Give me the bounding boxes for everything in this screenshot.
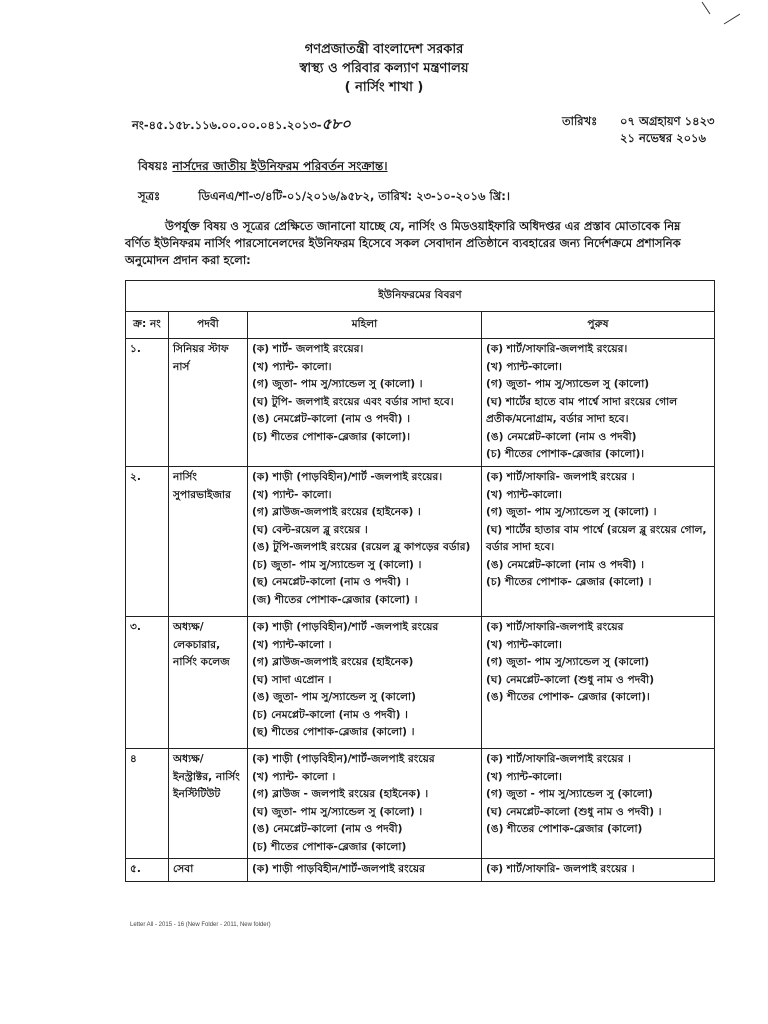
- uniform-item: (চ) শীতের পোশাক-ব্লেজার (কালো)।: [252, 430, 411, 443]
- male-uniform-list: [486, 341, 710, 464]
- uniform-item: (ঘ) শার্টের হাতে বাম পার্শ্বে সাদা রংয়ের গোল প্রতীক/মনোগ্রাম, বর্ডার সাদা হবে।: [486, 395, 678, 425]
- uniform-table: [125, 280, 715, 882]
- uniform-item: (ঘ) সাদা এপ্রোন ।: [252, 673, 332, 686]
- uniform-item: (চ) শীতের পোশাক-ব্লেজার (কালো)।: [486, 448, 645, 460]
- reference-line: [138, 188, 510, 207]
- ministry-name: স্বাস্থ্য ও পরিবার কল্যাণ মন্ত্রণালয়: [299, 61, 469, 76]
- serial-cell: ১.: [126, 339, 169, 467]
- date-english: ২১ নভেম্বর ২০১৬: [620, 131, 706, 145]
- uniform-item: (চ) নেমপ্লেট-কালো (নাম ও পদবী) ।: [252, 708, 408, 721]
- table-row: [126, 617, 715, 749]
- uniform-item: (ঙ) শীতের পোশাক- ব্লেজার (কালো)।: [486, 691, 650, 703]
- uniform-item: (খ) প্যান্ট-কালো ।: [252, 638, 332, 651]
- male-uniform-cell: [482, 467, 715, 617]
- header-post: পদবী: [169, 312, 248, 339]
- uniform-item: (খ) প্যান্ট-কালো।: [486, 770, 562, 783]
- uniform-item: (ক) শার্ট/সাফারি-জলপাই রংয়ের।: [486, 343, 628, 355]
- uniform-item: (ঙ) জুতা- পাম সু/স্যান্ডেল সু (কালো): [252, 691, 416, 703]
- serial-cell: ৫.: [126, 859, 169, 882]
- memo-number-text: নং-৪৫.১৫৮.১১৬.০০.০০.০৪১.২০১৩-: [132, 118, 322, 132]
- male-uniform-list: [486, 469, 710, 592]
- uniform-item: (ক) শার্ট/সাফারি-জলপাই রংয়ের ।: [486, 753, 631, 765]
- subject-line: [138, 158, 388, 178]
- table-row: [126, 467, 715, 617]
- post-cell: সেবা: [169, 859, 248, 882]
- scan-corner-mark: [700, 0, 740, 30]
- uniform-item: (ঘ) বেল্ট-রয়েল ব্লু রংয়ের ।: [252, 523, 368, 536]
- female-uniform-list: [252, 861, 477, 879]
- reference-value: ডিএনএ/শা-৩/৪টি-০১/২০১৬/৯৫৮২, তারিখ: ২৩-১০-২০১৬ খ্রি:।: [198, 189, 510, 203]
- post-cell: নার্সিং সুপারভাইজার: [169, 467, 248, 617]
- uniform-item: (ঙ) শীতের পোশাক-ব্লেজার (কালো): [486, 823, 643, 835]
- date-block: [562, 113, 715, 147]
- govt-name: গণপ্রজাতন্ত্রী বাংলাদেশ সরকার: [304, 42, 464, 57]
- uniform-item: (ঘ) শার্টের হাতার বাম পার্শ্বে (রয়েল ব্লু রংয়ের গোল, বর্ডার সাদা হবে।: [486, 523, 707, 553]
- uniform-item: (ঙ) নেমপ্লেট-কালো (নাম ও পদবী): [252, 823, 403, 835]
- uniform-item: (ক) শার্ট/সাফারি- জলপাই রংয়ের ।: [486, 471, 635, 483]
- serial-cell: ২.: [126, 467, 169, 617]
- uniform-item: (গ) জুতা- পাম সু/স্যান্ডেল সু (কালো): [486, 656, 650, 668]
- uniform-item: (খ) প্যান্ট-কালো।: [486, 638, 562, 651]
- table-row: [126, 749, 715, 859]
- uniform-item: (ক) শাড়ী পাড়বিহীন/শার্ট-জলপাই রংয়ের: [252, 863, 426, 875]
- female-uniform-cell: [248, 467, 482, 617]
- uniform-item: (গ) ব্লাউজ-জলপাই রংয়ের (হাইনেক) ।: [252, 506, 421, 518]
- female-uniform-list: [252, 619, 477, 742]
- female-uniform-cell: [248, 617, 482, 749]
- uniform-item: (খ) প্যান্ট-কালো।: [486, 488, 562, 501]
- serial-cell: ৩.: [126, 617, 169, 749]
- memo-handwritten-number: ৫৮০: [321, 115, 351, 133]
- uniform-item: (গ) জুতা - পাম সু/স্যান্ডেল সু (কালো): [486, 788, 653, 800]
- male-uniform-cell: [482, 749, 715, 859]
- female-uniform-cell: [248, 859, 482, 882]
- table-body: [126, 339, 715, 882]
- uniform-item: (ঙ) নেমপ্লেট-কালো (নাম ও পদবী) ।: [486, 558, 644, 571]
- uniform-item: (ছ) শীতের পোশাক-ব্লেজার (কালো) ।: [252, 726, 415, 738]
- uniform-item: (ছ) নেমপ্লেট-কালো (নাম ও পদবী) ।: [252, 576, 409, 588]
- subject-label: বিষয়ঃ: [138, 159, 169, 173]
- uniform-item: (ঘ) নেমপ্লেট-কালো (শুধু নাম ও পদবী): [486, 673, 655, 686]
- uniform-item: (খ) প্যান্ট-কালো।: [486, 360, 562, 373]
- post-cell: সিনিয়র স্টাফ নার্স: [169, 339, 248, 467]
- header-male: পুরুষ: [482, 312, 715, 339]
- female-uniform-list: [252, 469, 477, 609]
- uniform-item: (গ) জুতা- পাম সু/স্যান্ডেল সু (কালো) ।: [486, 506, 657, 518]
- letterhead: [0, 40, 768, 97]
- uniform-item: (জ) শীতের পোশাক-ব্লেজার (কালো) ।: [252, 593, 418, 606]
- uniform-item: (চ) শীতের পোশাক- ব্লেজার (কালো) ।: [486, 576, 652, 588]
- uniform-item: (গ) জুতা- পাম সু/স্যান্ডেল সু (কালো) ।: [252, 378, 423, 390]
- body-paragraph: উপর্যুক্ত বিষয় ও সূত্রের প্রেক্ষিতে জানানো যাচ্ছে যে, নার্সিং ও মিডওয়াইফারি অধিদপ্তর এর প্রস্তাব মোতাবেক নিম্ন বর্ণিত ইউনিফরম নার্সিং পারসোনেলদের ইউনিফরম হিসেবে সকল সেবাদান প্রতিষ্ঠানে ব্যবহারের জন্য নির্দেশক্রমে প্রশাসনিক অনুমোদন প্রদান করা হলো:: [125, 219, 681, 267]
- subject-value: নার্সদের জাতীয় ইউনিফরম পরিবর্তন সংক্রান্ত।: [172, 159, 388, 173]
- section-name: ( নার্সিং শাখা ): [344, 80, 424, 95]
- footer-file-note: Letter All - 2015 - 16 (New Folder - 2011, New folder): [130, 922, 271, 928]
- date-label: তারিখঃ: [562, 114, 598, 128]
- female-uniform-cell: [248, 339, 482, 467]
- uniform-item: (ক) শার্ট/সাফারি-জলপাই রংয়ের: [486, 621, 624, 633]
- uniform-item: (খ) প্যান্ট- কালো।: [252, 488, 332, 501]
- uniform-item: (চ) জুতা- পাম সু/স্যান্ডেল সু (কালো) ।: [252, 558, 422, 571]
- male-uniform-cell: [482, 859, 715, 882]
- uniform-item: (গ) ব্লাউজ-জলপাই রংয়ের (হাইনেক): [252, 656, 414, 668]
- male-uniform-cell: [482, 339, 715, 467]
- uniform-item: (ক) শার্ট/সাফারি- জলপাই রংয়ের ।: [486, 863, 635, 875]
- reference-label: সূত্রঃ: [138, 189, 161, 203]
- uniform-item: (গ) জুতা- পাম সু/স্যান্ডেল সু (কালো): [486, 378, 650, 390]
- male-uniform-list: [486, 751, 710, 839]
- male-uniform-list: [486, 619, 710, 707]
- uniform-item: (ক) শাড়ী (পাড়বিহীন)/শার্ট -জলপাই রংয়ের।: [252, 471, 443, 483]
- post-cell: অধ্যক্ষ/ ইনস্ট্রাক্টর, নার্সিং ইনস্টিটিউট: [169, 749, 248, 859]
- table-row: [126, 859, 715, 882]
- table-row: [126, 339, 715, 467]
- uniform-item: (ঙ) টুপি-জলপাই রংয়ের (রয়েল ব্লু কাপড়ের বর্ডার): [252, 541, 471, 553]
- uniform-item: (ক) শার্ট- জলপাই রংয়ের।: [252, 343, 364, 355]
- uniform-item: (ঘ) জুতা- পাম সু/স্যান্ডেল সু (কালো) ।: [252, 805, 423, 818]
- header-serial: ক্র: নং: [126, 312, 169, 339]
- uniform-item: (চ) শীতের পোশাক-ব্লেজার (কালো): [252, 840, 407, 853]
- female-uniform-cell: [248, 749, 482, 859]
- uniform-item: (ক) শাড়ী (পাড়বিহীন)/শার্ট-জলপাই রংয়ের: [252, 753, 435, 765]
- date-bengali: ০৭ অগ্রহায়ণ ১৪২৩: [620, 114, 715, 128]
- uniform-item: (ঙ) নেমপ্লেট-কালো (নাম ও পদবী): [486, 430, 637, 443]
- male-uniform-cell: [482, 617, 715, 749]
- uniform-item: (ক) শাড়ী (পাড়বিহীন)/শার্ট -জলপাই রংয়ের: [252, 621, 439, 633]
- uniform-item: (খ) প্যান্ট- কালো।: [252, 360, 332, 373]
- memo-number: [132, 113, 351, 138]
- uniform-item: (খ) প্যান্ট- কালো ।: [252, 770, 336, 783]
- uniform-item: (গ) ব্লাউজ - জলপাই রংয়ের (হাইনেক) ।: [252, 788, 429, 800]
- female-uniform-list: [252, 751, 477, 856]
- serial-cell: ৪: [126, 749, 169, 859]
- uniform-item: (ঘ) টুপি- জলপাই রংয়ের এবং বর্ডার সাদা হবে।: [252, 395, 454, 408]
- post-cell: অধ্যক্ষ/ লেকচারার, নার্সিং কলেজ: [169, 617, 248, 749]
- male-uniform-list: [486, 861, 710, 879]
- uniform-item: (ঘ) নেমপ্লেট-কালো (শুধু নাম ও পদবী) ।: [486, 805, 662, 818]
- header-female: মহিলা: [248, 312, 482, 339]
- table-caption: ইউনিফরমের বিবরণ: [126, 281, 715, 312]
- female-uniform-list: [252, 341, 477, 446]
- uniform-item: (ঙ) নেমপ্লেট-কালো (নাম ও পদবী) ।: [252, 413, 410, 425]
